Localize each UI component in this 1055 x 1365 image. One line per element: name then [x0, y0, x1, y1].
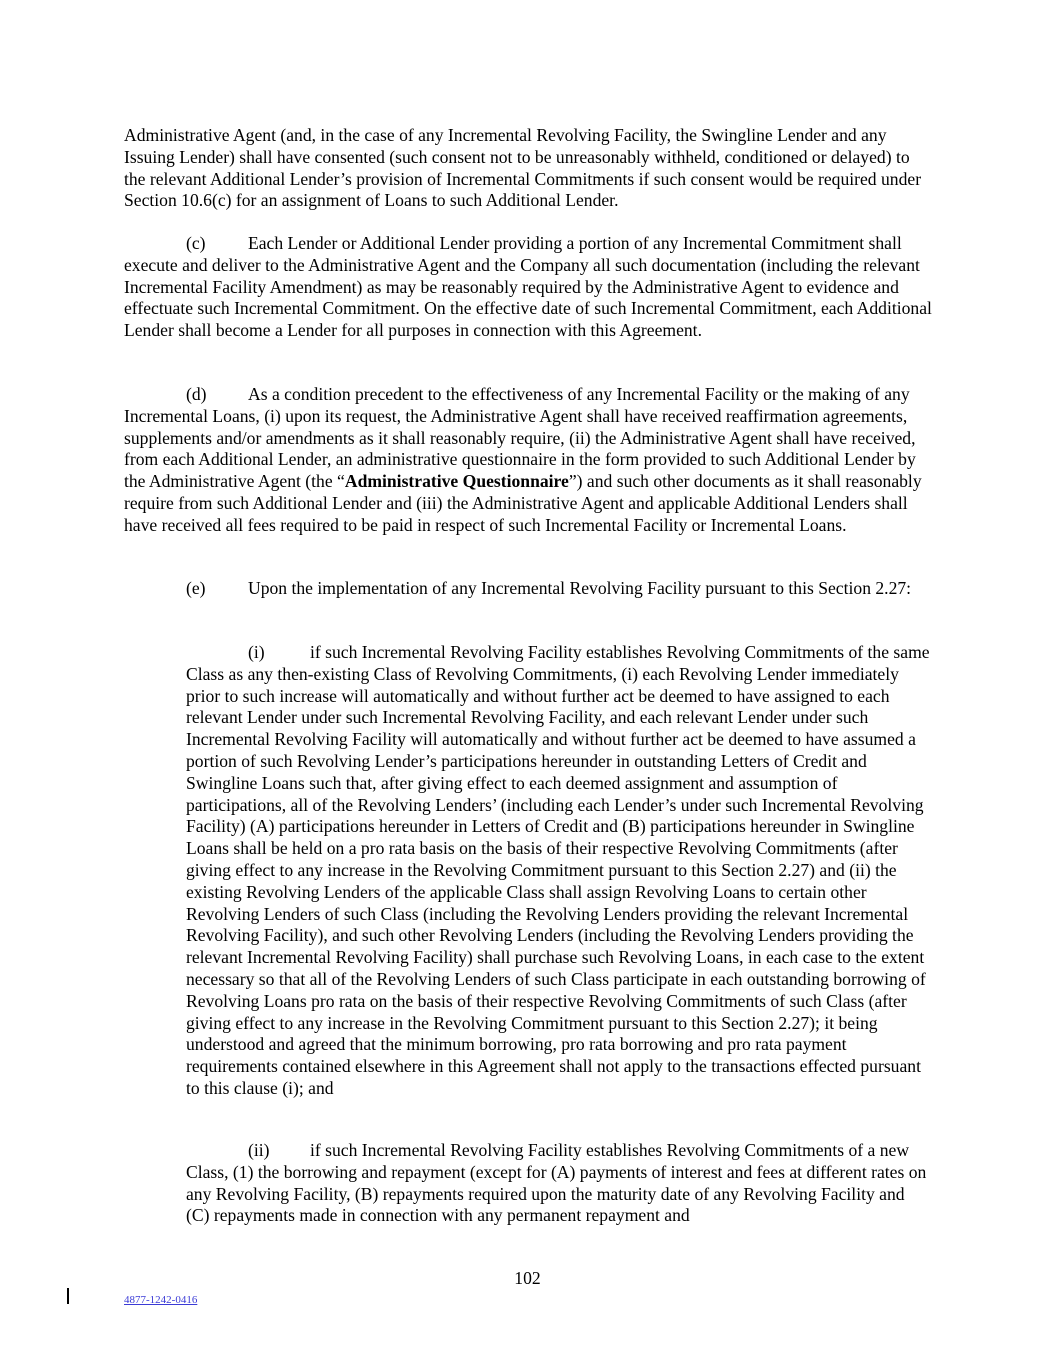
intro-paragraph: [124, 125, 932, 212]
paragraph-e-ii-label: (ii): [248, 1140, 270, 1160]
paragraph-d: [124, 384, 932, 537]
paragraph-e-i: [186, 642, 932, 1100]
paragraph-d-text-after: ”) and such other documents as it shall reasonably require from such Additional Lender and (iii) the Administrative Agent and applicable Additional Lenders shall have received all fees required to be paid in respect of such Incremental Facility or Incremental Loans.: [124, 471, 922, 535]
paragraph-d-label: (d): [186, 384, 207, 404]
paragraph-e-ii: [186, 1140, 932, 1227]
intro-paragraph-text: Administrative Agent (and, in the case of any Incremental Revolving Facility, the Swingline Lender and any Issuing Lender) shall have consented (such consent not to be unreasonably withheld, conditioned or delayed) to the relevant Additional Lender’s provision of Incremental Commitments if such consent would be required under Section 10.6(c) for an assignment of Loans to such Additional Lender.: [124, 125, 922, 211]
paragraph-d-text-before: As a condition precedent to the effectiveness of any Incremental Facility or the making of any Incremental Loans, (i) upon its request, the Administrative Agent shall have received reaffirmation agreements, supplements and/or amendments as it shall reasonably require, (ii) the Administrative Agent shall have received, from each Additional Lender, an administrative questionnaire in the form provided to such Additional Lender by the Administrative Agent (the “: [124, 384, 916, 492]
paragraph-e-label: (e): [186, 578, 206, 598]
page-number: 102: [514, 1268, 541, 1288]
paragraph-e: [124, 578, 932, 600]
paragraph-c: [124, 233, 932, 342]
paragraph-e-ii-text: if such Incremental Revolving Facility establishes Revolving Commitments of a new Class, (1) the borrowing and repayment (except for (A) payments of interest and fees at different rates on any Revolving Facility, (B) repayments required upon the maturity date of any Revolving Facility and (C) repayments made in connection with any permanent repayment and: [186, 1140, 927, 1226]
paragraph-e-i-text: if such Incremental Revolving Facility establishes Revolving Commitments of the same Class as any then-existing Class of Revolving Commitments, (i) each Revolving Lender immediately prior to such increase will automatically and without further act be deemed to have assigned to each relevant Lender under such Incremental Revolving Facility, and each relevant Lender under such Incremental Revolving Facility will automatically and without further act be deemed to have assumed a portion of such Revolving Lender’s participations hereunder in outstanding Letters of Credit and Swingline Loans such that, after giving effect to each deemed assignment and assumption of participations, all of the Revolving Lenders’ (including each Lender’s under such Incremental Revolving Facility) (A) participations hereunder in Letters of Credit and (B) participations hereunder in Swingline Loans shall be held on a pro rata basis on the basis of their respective Revolving Commitments (after giving effect to any increase in the Revolving Commitment pursuant to this Section 2.27) and (ii) the existing Revolving Lenders of the applicable Class shall assign Revolving Loans to certain other Revolving Lenders of such Class (including the Revolving Lenders providing the relevant Incremental Revolving Facility), and such other Revolving Lenders (including the Revolving Lenders providing the relevant Incremental Revolving Facility) shall purchase such Revolving Loans, in each case to the extent necessary so that all of the Revolving Lenders of such Class participate in each outstanding borrowing of Revolving Loans pro rata on the basis of their respective Revolving Commitments of such Class (after giving effect to any increase in the Revolving Commitment pursuant to this Section 2.27); it being understood and agreed that the minimum borrowing, pro rata borrowing and pro rata payment requirements contained elsewhere in this Agreement shall not apply to the transactions effected pursuant to this clause (i); and: [186, 642, 930, 1098]
paragraph-e-i-label: (i): [248, 642, 265, 662]
defined-term-administrative-questionnaire: Administrative Questionnaire: [344, 471, 569, 492]
document-id-link[interactable]: 4877-1242-0416: [124, 1294, 198, 1306]
paragraph-c-text: Each Lender or Additional Lender providing a portion of any Incremental Commitment shall execute and deliver to the Administrative Agent and the Company all such documentation (including the relevant Incremental Facility Amendment) as may be reasonably required by the Administrative Agent to evidence and effectuate such Incremental Commitment. On the effective date of such Incremental Commitment, each Additional Lender shall become a Lender for all purposes in connection with this Agreement.: [124, 233, 932, 341]
paragraph-e-text: Upon the implementation of any Incremental Revolving Facility pursuant to this Section 2.27:: [248, 578, 912, 598]
paragraph-c-label: (c): [186, 233, 206, 253]
revision-change-bar: [67, 1288, 69, 1304]
